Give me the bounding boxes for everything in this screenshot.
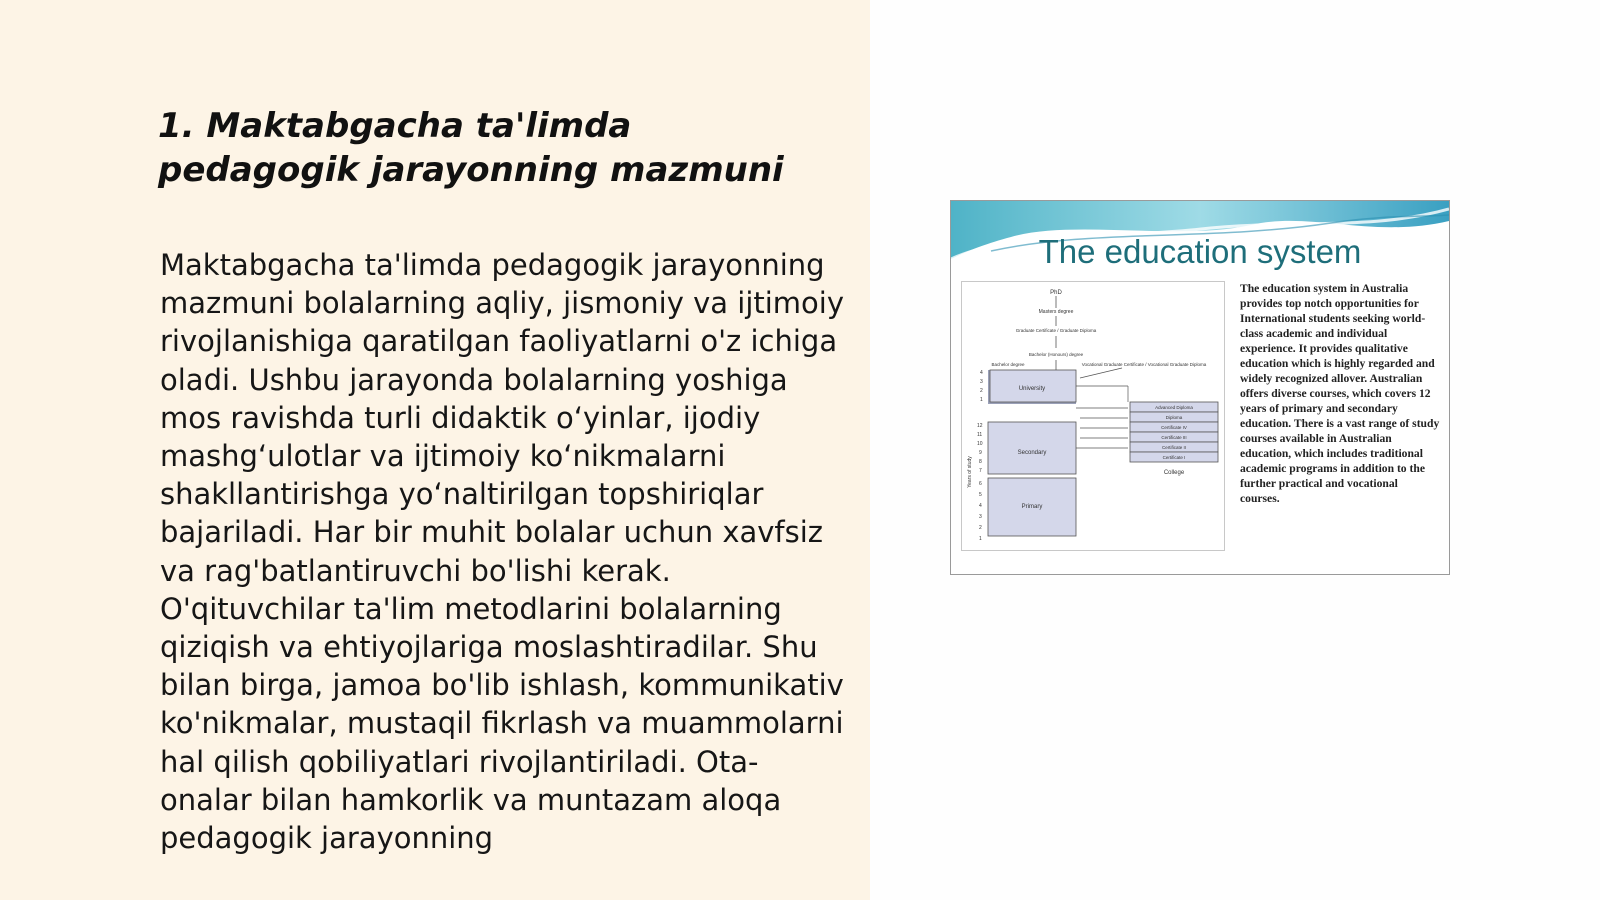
college-item-label: Certificate II — [1161, 445, 1187, 450]
diagram-label-honours: Bachelor (Honours) degree — [1028, 352, 1084, 357]
college-item-label: Diploma — [1165, 415, 1183, 420]
school-year-9: 9 — [979, 450, 982, 456]
college-item-label: Certificate III — [1161, 435, 1187, 440]
diagram-label-bachelor: Bachelor degree — [991, 362, 1025, 367]
college-item-label: Certificate IV — [1161, 425, 1187, 430]
image-title: The education system — [1038, 233, 1362, 270]
uni-year-2: 2 — [980, 388, 983, 394]
college-item-label: Certificate I — [1162, 455, 1186, 460]
uni-year-4: 4 — [980, 370, 983, 376]
school-year-6: 6 — [979, 481, 982, 487]
school-year-4: 4 — [979, 503, 982, 509]
school-year-1: 1 — [979, 536, 982, 542]
primary-label: Primary — [1021, 504, 1043, 510]
diagram-label-masters: Masters degree — [1038, 309, 1074, 315]
school-year-11: 11 — [977, 432, 983, 438]
slide-body-text: Maktabgacha ta'limda pedagogik jarayonning mazmuni bolalarning aqliy, jismoniy va ijtimoiy rivojlanishiga qaratilgan faoliyatlarni o'z ichiga oladi. Ushbu jarayonda bolalarning yoshiga mos ravishda turli didaktik o‘yinlar, ijodiy mashg‘ulotlar va ijtimoiy ko‘nikmalarni shakllantirishga yo‘naltirilgan topshiriqlar bajariladi. Har bir muhit bolalar uchun xavfsiz va rag'batlantiruvchi bo'lishi kerak. O'qituvchilar ta'lim metodlarini bolalarning qiziqish va ehtiyojlariga moslashtiradilar. Shu bilan birga, jamoa bo'lib ishlash, kommunikativ ko'nikmalar, mustaqil fikrlash va muammolarni hal qilish qobiliyatlari rivojlantiriladi. Ota-onalar bilan hamkorlik va muntazam aloqa pedagogik jarayonning — [160, 248, 845, 856]
secondary-label: Secondary — [1017, 450, 1047, 456]
school-year-8: 8 — [979, 459, 982, 465]
years-of-study-axis-label: Years of study — [967, 456, 973, 488]
college-item-label: Advanced Diploma — [1155, 405, 1193, 410]
school-year-7: 7 — [979, 468, 982, 474]
education-system-image — [950, 200, 1450, 575]
school-year-3: 3 — [979, 514, 982, 520]
university-label: University — [1018, 386, 1046, 392]
school-year-12: 12 — [977, 423, 983, 429]
diagram-label-graduate: Graduate Certificate / Graduate Diploma — [1015, 328, 1097, 333]
diagram-label-phd: PhD — [1050, 290, 1062, 296]
college-label: College — [1163, 470, 1185, 476]
diagram-label-vocational: Vocational Graduate Certificate / Vocational Graduate Diploma — [1081, 362, 1207, 367]
uni-year-1: 1 — [980, 397, 983, 403]
image-description: The education system in Australia provides top notch opportunities for International students seeking world-class academic and individual experience. It provides qualitative education which is highly regarded and widely recognized allover. Australian offers diverse courses, which covers 12 years of primary and secondary education. There is a vast range of study courses available in Australian education, which includes traditional academic programs in addition to the further practical and vocational courses. — [1240, 282, 1440, 505]
secondary-box — [988, 422, 1076, 474]
school-year-2: 2 — [979, 525, 982, 531]
education-system-diagram — [961, 281, 1225, 551]
school-year-10: 10 — [977, 441, 983, 447]
school-year-5: 5 — [979, 492, 982, 498]
slide-title: 1. Maktabgacha ta'limda pedagogik jarayonning mazmuni — [158, 106, 784, 190]
uni-year-3: 3 — [980, 379, 983, 385]
